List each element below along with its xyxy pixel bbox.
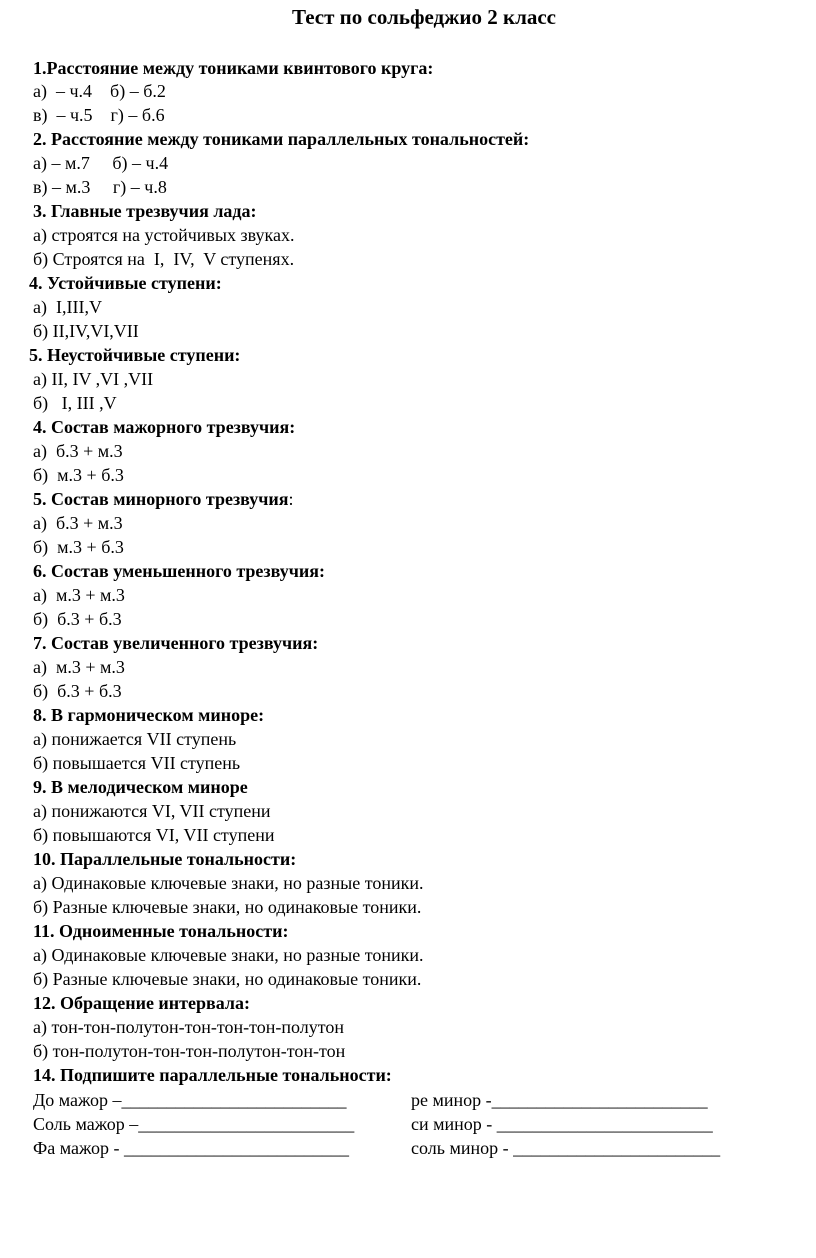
question-8-heading: 6. Состав уменьшенного трезвучия: bbox=[33, 561, 325, 581]
question-9-heading: 7. Состав увеличенного трезвучия: bbox=[33, 633, 319, 653]
question-1-option-a: а) – ч.4 б) – б.2 bbox=[33, 81, 166, 101]
page-title: Тест по сольфеджио 2 класс bbox=[292, 5, 556, 29]
question-2-option-a: а) – м.7 б) – ч.4 bbox=[33, 153, 169, 173]
question-1-option-b: в) – ч.5 г) – б.6 bbox=[33, 105, 165, 125]
question-4-heading: 4. Устойчивые ступени: bbox=[29, 273, 222, 293]
fill-row-major-left[interactable]: Фа мажор - _________________________ bbox=[33, 1138, 349, 1158]
fill-row-minor-right[interactable]: ре минор -________________________ bbox=[411, 1090, 708, 1110]
question-3-heading: 3. Главные трезвучия лада: bbox=[33, 201, 257, 221]
question-7-option-a: а) б.3 + м.3 bbox=[33, 513, 123, 533]
question-6-option-a: а) б.3 + м.3 bbox=[33, 441, 123, 461]
question-10-option-a: а) понижается VII ступень bbox=[33, 729, 237, 749]
question-9-option-a: а) м.3 + м.3 bbox=[33, 657, 125, 677]
question-4-option-a: а) I,III,V bbox=[33, 297, 102, 317]
question-5-option-a: а) II, IV ,VI ,VII bbox=[33, 369, 154, 389]
question-7-heading-row bbox=[33, 488, 294, 510]
question-10-option-b: б) повышается VII ступень bbox=[33, 753, 241, 773]
fill-row-major-left[interactable]: До мажор –_________________________ bbox=[33, 1090, 347, 1110]
question-13-option-b: б) Разные ключевые знаки, но одинаковые тоники. bbox=[33, 969, 422, 989]
fill-row-minor-right[interactable]: си минор - ________________________ bbox=[411, 1114, 713, 1134]
question-16-heading: 14. Подпишите параллельные тональности: bbox=[33, 1065, 392, 1085]
question-3-option-a: а) строятся на устойчивых звуках. bbox=[33, 225, 295, 245]
fill-row bbox=[0, 1113, 816, 1135]
question-15-option-b: б) тон-полутон-тон-тон-полутон-тон-тон bbox=[33, 1041, 346, 1061]
question-11-option-b: б) повышаются VI, VII ступени bbox=[33, 825, 275, 845]
question-15-option-a: а) тон-тон-полутон-тон-тон-тон-полутон bbox=[33, 1017, 345, 1037]
question-11-option-a: а) понижаются VI, VII ступени bbox=[33, 801, 271, 821]
question-6-option-b: б) м.3 + б.3 bbox=[33, 465, 124, 485]
fill-row bbox=[0, 1089, 816, 1111]
question-7-heading: 5. Состав минорного трезвучия bbox=[33, 489, 289, 509]
question-8-option-a: а) м.3 + м.3 bbox=[33, 585, 125, 605]
question-6-heading: 4. Состав мажорного трезвучия: bbox=[33, 417, 296, 437]
question-2-heading: 2. Расстояние между тониками параллельных тональностей: bbox=[33, 129, 530, 149]
question-13-option-a: а) Одинаковые ключевые знаки, но разные тоники. bbox=[33, 945, 424, 965]
question-7-option-b: б) м.3 + б.3 bbox=[33, 537, 124, 557]
question-12-option-a: а) Одинаковые ключевые знаки, но разные тоники. bbox=[33, 873, 424, 893]
question-7-heading-tail: : bbox=[288, 489, 294, 509]
question-2-option-b: в) – м.3 г) – ч.8 bbox=[33, 177, 167, 197]
question-10-heading: 8. В гармоническом миноре: bbox=[33, 705, 265, 725]
question-5-option-b: б) I, III ,V bbox=[33, 393, 117, 413]
question-4-option-b: б) II,IV,VI,VII bbox=[33, 321, 139, 341]
question-5-heading: 5. Неустойчивые ступени: bbox=[29, 345, 241, 365]
question-11-heading: 9. В мелодическом миноре bbox=[33, 777, 248, 797]
fill-row bbox=[0, 1137, 816, 1159]
question-1-heading: 1.Расстояние между тониками квинтового круга: bbox=[33, 58, 434, 78]
question-12-heading: 10. Параллельные тональности: bbox=[33, 849, 297, 869]
question-12-option-b: б) Разные ключевые знаки, но одинаковые тоники. bbox=[33, 897, 422, 917]
fill-row-minor-right[interactable]: соль минор - _______________________ bbox=[411, 1138, 721, 1158]
question-3-option-b: б) Строятся на I, IV, V ступенях. bbox=[33, 249, 295, 269]
question-13-heading: 11. Одноименные тональности: bbox=[33, 921, 289, 941]
question-14-heading: 12. Обращение интервала: bbox=[33, 993, 250, 1013]
question-9-option-b: б) б.3 + б.3 bbox=[33, 681, 122, 701]
question-8-option-b: б) б.3 + б.3 bbox=[33, 609, 122, 629]
fill-row-major-left[interactable]: Соль мажор –________________________ bbox=[33, 1114, 355, 1134]
